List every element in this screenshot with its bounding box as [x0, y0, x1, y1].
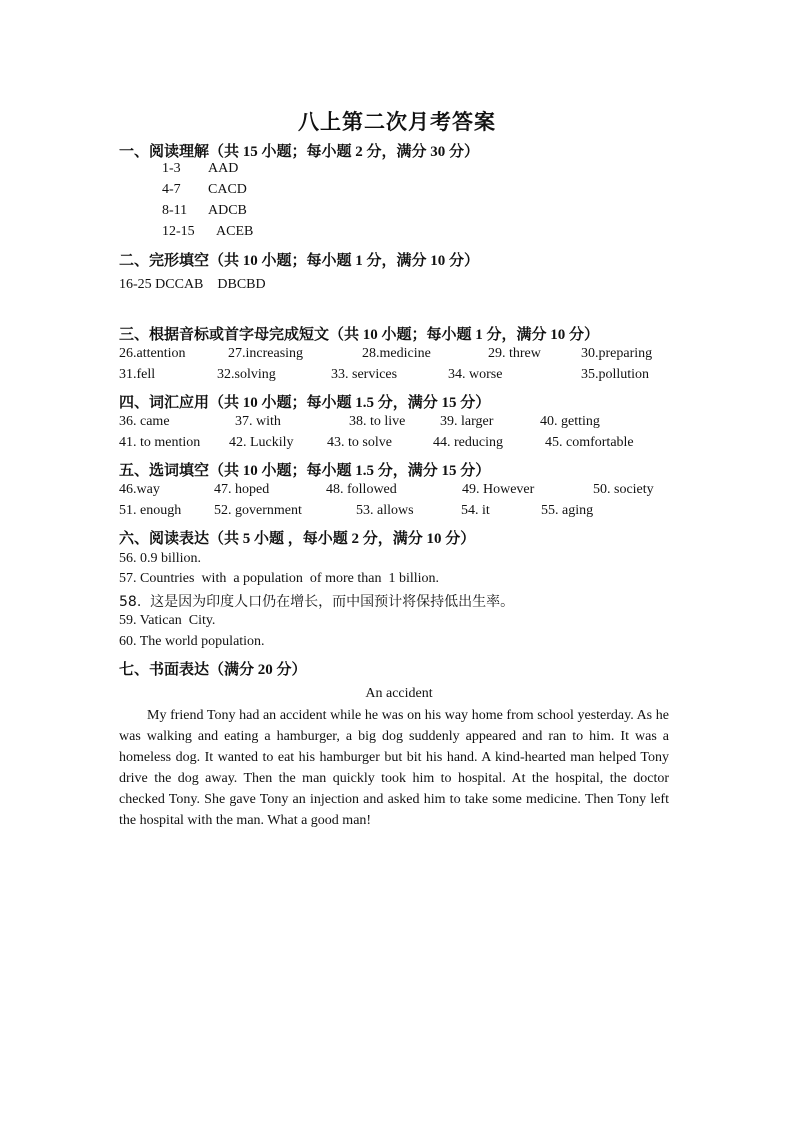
answer-item: 38. to live [349, 414, 406, 429]
essay-body: My friend Tony had an accident while he was on his way home from school yesterday. As he was walking and eating a hamburger, a big dog suddenly appeared and ran to him. It was a homeless dog. It wanted to eat his hamburger but bit his hand. A kind-hearted man helped Tony drive the dog away. Then the man quickly took him to hospital. At the hospital, the doctor checked Tony. She gave Tony an injection and asked him to take some medicine. Then Tony left the hospital with the man. What a good man! [119, 708, 669, 828]
page-title: 八上第二次月考答案 [298, 110, 496, 134]
answer-item: 31.fell [119, 367, 156, 382]
answer-item: 33. services [331, 367, 398, 382]
answer-line: 57. Countries with a population of more than 1 billion. [119, 571, 440, 586]
answer-item: 47. hoped [214, 482, 270, 497]
answer-item: 32.solving [217, 367, 276, 382]
answer-item: 48. followed [326, 482, 397, 497]
answer-item: 55. aging [541, 503, 594, 518]
section-2-heading: 二、完形填空（共 10 小题；每小题 1 分，满分 10 分） [119, 253, 480, 269]
section-6-heading: 六、阅读表达（共 5 小题 ，每小题 2 分，满分 10 分） [119, 531, 476, 547]
section-3-heading: 三、根据音标或首字母完成短文（共 10 小题；每小题 1 分，满分 10 分） [119, 327, 600, 343]
section-4-heading: 四、词汇应用（共 10 小题；每小题 1.5 分，满分 15 分） [119, 395, 491, 411]
answer-line: 56. 0.9 billion. [119, 551, 202, 566]
answer-item: 28.medicine [362, 346, 431, 361]
answer-line: 16-25 DCCAB DBCBD [119, 277, 266, 292]
answer-item: 40. getting [540, 414, 600, 429]
section-1-heading: 一、阅读理解（共 15 小题；每小题 2 分，满分 30 分） [119, 144, 480, 160]
answer-value: ACEB [216, 224, 254, 239]
answer-number: 4-7 [162, 182, 181, 197]
essay-title: An accident [365, 686, 433, 701]
section-5-heading: 五、选词填空（共 10 小题；每小题 1.5 分，满分 15 分） [119, 463, 491, 479]
answer-item: 49. However [462, 482, 535, 497]
answer-item: 30.preparing [581, 346, 653, 361]
answer-number: 1-3 [162, 161, 181, 176]
answer-item: 27.increasing [228, 346, 304, 361]
answer-item: 35.pollution [581, 367, 650, 382]
answer-item: 36. came [119, 414, 170, 429]
answer-item: 34. worse [448, 367, 503, 382]
answer-item: 42. Luckily [229, 435, 294, 450]
answer-item: 37. with [235, 414, 281, 429]
section-7-heading: 七、书面表达（满分 20 分） [119, 662, 307, 678]
answer-number: 12-15 [162, 224, 195, 239]
answer-item: 39. larger [440, 414, 494, 429]
answer-value: ADCB [208, 203, 247, 218]
answer-line: 58. 这是因为印度人口仍在增长，而中国预计将保持低出生率。 [119, 594, 515, 610]
answer-line: 59. Vatican City. [119, 613, 216, 628]
answer-item: 45. comfortable [545, 435, 634, 450]
answer-item: 43. to solve [327, 435, 392, 450]
answer-item: 53. allows [356, 503, 414, 518]
answer-item: 29. threw [488, 346, 541, 361]
answer-item: 52. government [214, 503, 302, 518]
answer-item: 41. to mention [119, 435, 201, 450]
answer-item: 51. enough [119, 503, 182, 518]
answer-item: 54. it [461, 503, 490, 518]
answer-value: CACD [208, 182, 247, 197]
answer-item: 26.attention [119, 346, 186, 361]
answer-line: 60. The world population. [119, 634, 265, 649]
answer-item: 46.way [119, 482, 160, 497]
answer-number: 8-11 [162, 203, 188, 218]
answer-item: 50. society [593, 482, 654, 497]
answer-value: AAD [208, 161, 239, 176]
answer-item: 44. reducing [433, 435, 503, 450]
